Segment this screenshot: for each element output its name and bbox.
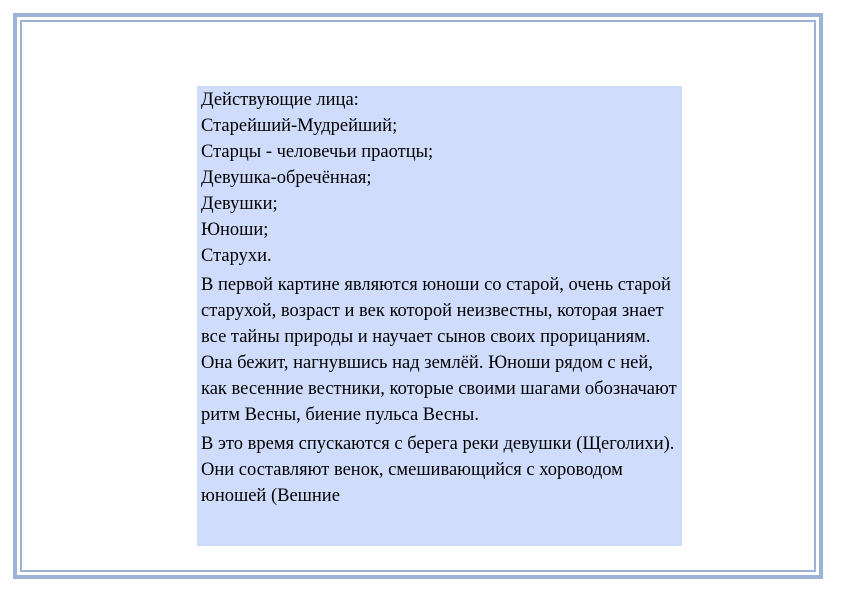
cast-item: Девушки; — [201, 194, 278, 214]
cast-item: Старухи. — [201, 246, 272, 266]
paragraph: В это время спускаются с берега реки девушки (Щеголихи). Они составляют венок, смешивающийся с хороводом юношей (Вешние — [201, 434, 675, 506]
cast-item: Старейший-Мудрейший; — [201, 116, 398, 136]
text-box — [197, 86, 682, 546]
cast-list — [201, 87, 678, 269]
cast-heading: Действующие лица: — [201, 90, 359, 110]
paragraph: В первой картине являются юноши со старой, очень старой старухой, возраст и век которой неизвестны, которая знает все тайны природы и научает сынов своих прорицаниям. Она бежит, нагнувшись над землёй. Юноши рядом с ней, как весенние вестники, которые своими шагами обозначают ритм Весны, биение пульса Весны. — [201, 275, 677, 425]
cast-item: Девушка-обречённая; — [201, 168, 372, 188]
cast-item: Старцы - человечьи праотцы; — [201, 142, 434, 162]
cast-item: Юноши; — [201, 220, 269, 240]
